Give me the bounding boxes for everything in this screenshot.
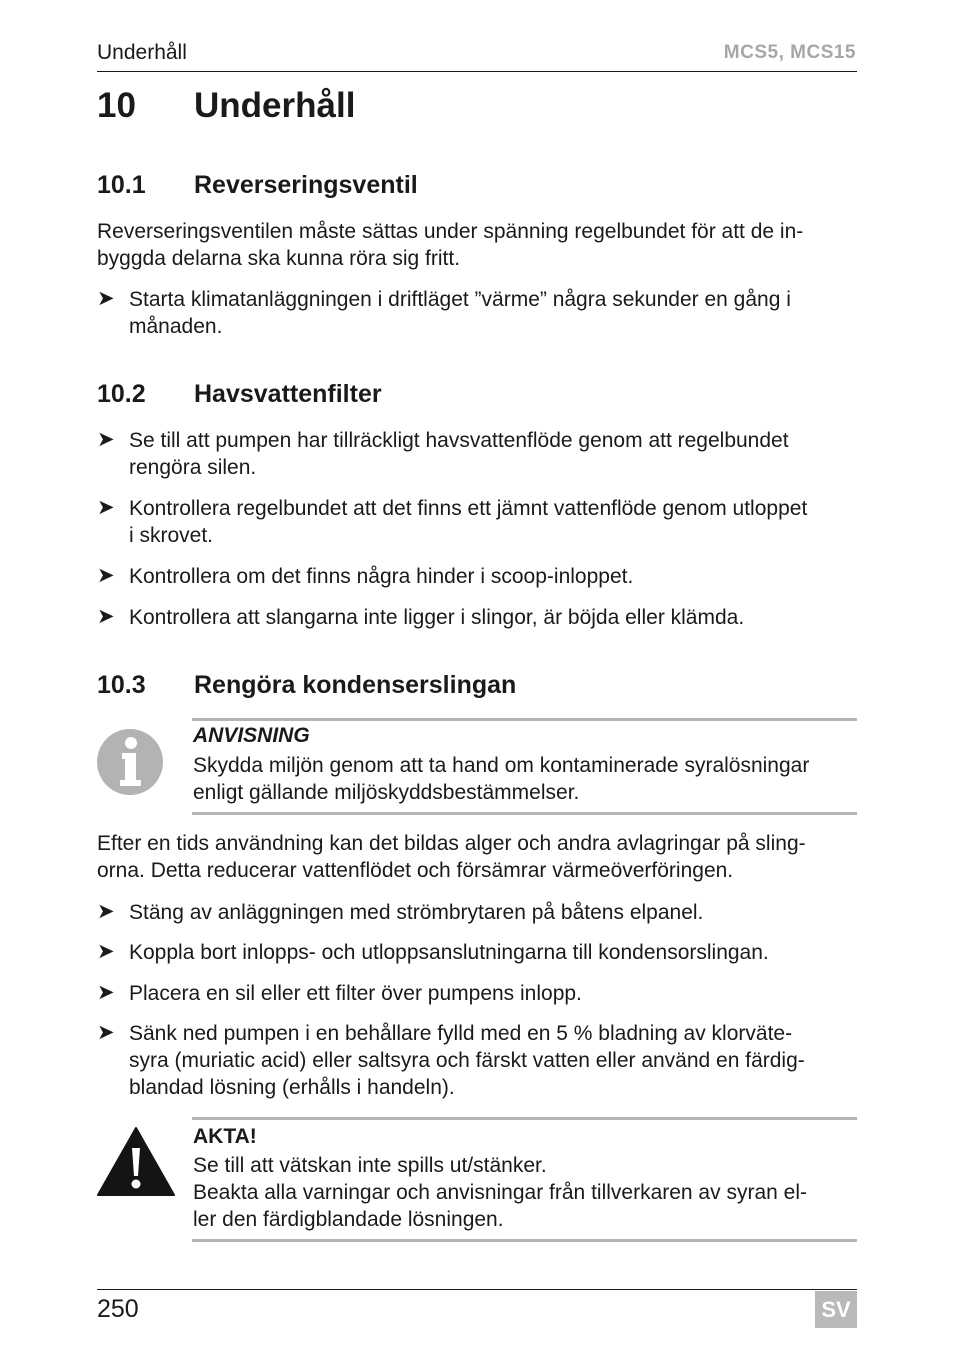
section-number: 10.3 — [97, 671, 146, 699]
warning-rule-bottom — [192, 1239, 857, 1242]
text-line: Placera en sil eller ett filter över pumpens inlopp. — [129, 982, 582, 1005]
text-line: byggda delarna ska kunna röra sig fritt. — [97, 247, 461, 270]
info-icon — [96, 728, 164, 796]
arrow-icon: ➤ — [97, 1021, 115, 1044]
text-line: Skydda miljön genom att ta hand om kontaminerade syralösningar — [193, 754, 810, 777]
section-title: Rengöra kondenserslingan — [194, 671, 517, 699]
arrow-icon: ➤ — [97, 496, 115, 519]
warning-text — [193, 1152, 857, 1233]
text-line: orna. Detta reducerar vattenflödet och försämrar värmeöverföringen. — [97, 859, 734, 882]
note-title: ANVISNING — [193, 724, 310, 747]
text-line: månaden. — [129, 315, 223, 338]
arrow-icon: ➤ — [97, 940, 115, 963]
section-number: 10.2 — [97, 380, 146, 408]
arrow-icon: ➤ — [97, 981, 115, 1004]
bullet-item — [97, 1020, 857, 1101]
bullet-item — [97, 286, 857, 340]
section-title: Havsvattenfilter — [194, 380, 382, 408]
text-line: Se till att pumpen har tillräckligt havsvattenflöde genom att regelbundet — [129, 429, 789, 452]
bullet-item — [97, 980, 857, 1007]
text-line: Starta klimatanläggningen i driftläget ”värme” några sekunder en gång i — [129, 288, 791, 311]
chapter-heading — [97, 86, 355, 126]
chapter-number: 10 — [97, 86, 136, 125]
bullet-item — [97, 939, 857, 966]
paragraph — [97, 830, 857, 884]
section-heading — [97, 671, 516, 700]
arrow-icon: ➤ — [97, 428, 115, 451]
text-line: Beakta alla varningar och anvisningar från tillverkaren av syran el- — [193, 1181, 807, 1204]
text-line: Reverseringsventilen måste sättas under spänning regelbundet för att de in- — [97, 220, 804, 243]
text-line: Efter en tids användning kan det bildas alger och andra avlagringar på sling- — [97, 832, 806, 855]
bullet-item — [97, 899, 857, 926]
product-name: MCS5, MCS15 — [723, 42, 856, 63]
text-line: Stäng av anläggningen med strömbrytaren på båtens elpanel. — [129, 901, 704, 924]
arrow-icon: ➤ — [97, 900, 115, 923]
bullet-item — [97, 604, 857, 631]
note-rule-bottom — [192, 812, 857, 815]
note-text — [193, 752, 857, 806]
warning-rule-top — [192, 1117, 857, 1120]
text-line: i skrovet. — [129, 524, 214, 547]
text-line: Kontrollera om det finns några hinder i scoop-inloppet. — [129, 565, 634, 588]
arrow-icon: ➤ — [97, 564, 115, 587]
paragraph — [97, 218, 857, 272]
running-title: Underhåll — [97, 41, 187, 64]
warning-triangle-icon — [96, 1126, 176, 1197]
text-line: enligt gällande miljöskyddsbestämmelser. — [193, 781, 580, 804]
section-heading — [97, 380, 382, 409]
header-rule — [97, 71, 857, 72]
bullet-item — [97, 427, 857, 481]
section-heading — [97, 171, 418, 200]
text-line: blandad lösning (erhålls i handeln). — [129, 1076, 455, 1099]
bullet-item — [97, 495, 857, 549]
page-number: 250 — [97, 1295, 139, 1323]
text-line: Sänk ned pumpen i en behållare fylld med en 5 % bladning av klorväte- — [129, 1022, 793, 1045]
text-line: ler den färdigblandade lösningen. — [193, 1208, 504, 1231]
note-rule-top — [192, 718, 857, 721]
text-line: Kontrollera att slangarna inte ligger i slingor, är böjda eller klämda. — [129, 606, 745, 629]
text-line: syra (muriatic acid) eller saltsyra och färskt vatten eller använd en färdig- — [129, 1049, 805, 1072]
text-line: rengöra silen. — [129, 456, 257, 479]
text-line: Kontrollera regelbundet att det finns ett jämnt vattenflöde genom utloppet — [129, 497, 808, 520]
footer-rule — [97, 1289, 857, 1290]
bullet-item — [97, 563, 857, 590]
warning-title: AKTA! — [193, 1125, 257, 1148]
arrow-icon: ➤ — [97, 605, 115, 628]
section-number: 10.1 — [97, 171, 146, 199]
chapter-title: Underhåll — [194, 86, 356, 125]
text-line: Koppla bort inlopps- och utloppsanslutningarna till kondensorslingan. — [129, 941, 769, 964]
arrow-icon: ➤ — [97, 287, 115, 310]
text-line: Se till att vätskan inte spills ut/stänker. — [193, 1154, 547, 1177]
section-title: Reverseringsventil — [194, 171, 418, 199]
language-badge: SV — [815, 1291, 857, 1328]
